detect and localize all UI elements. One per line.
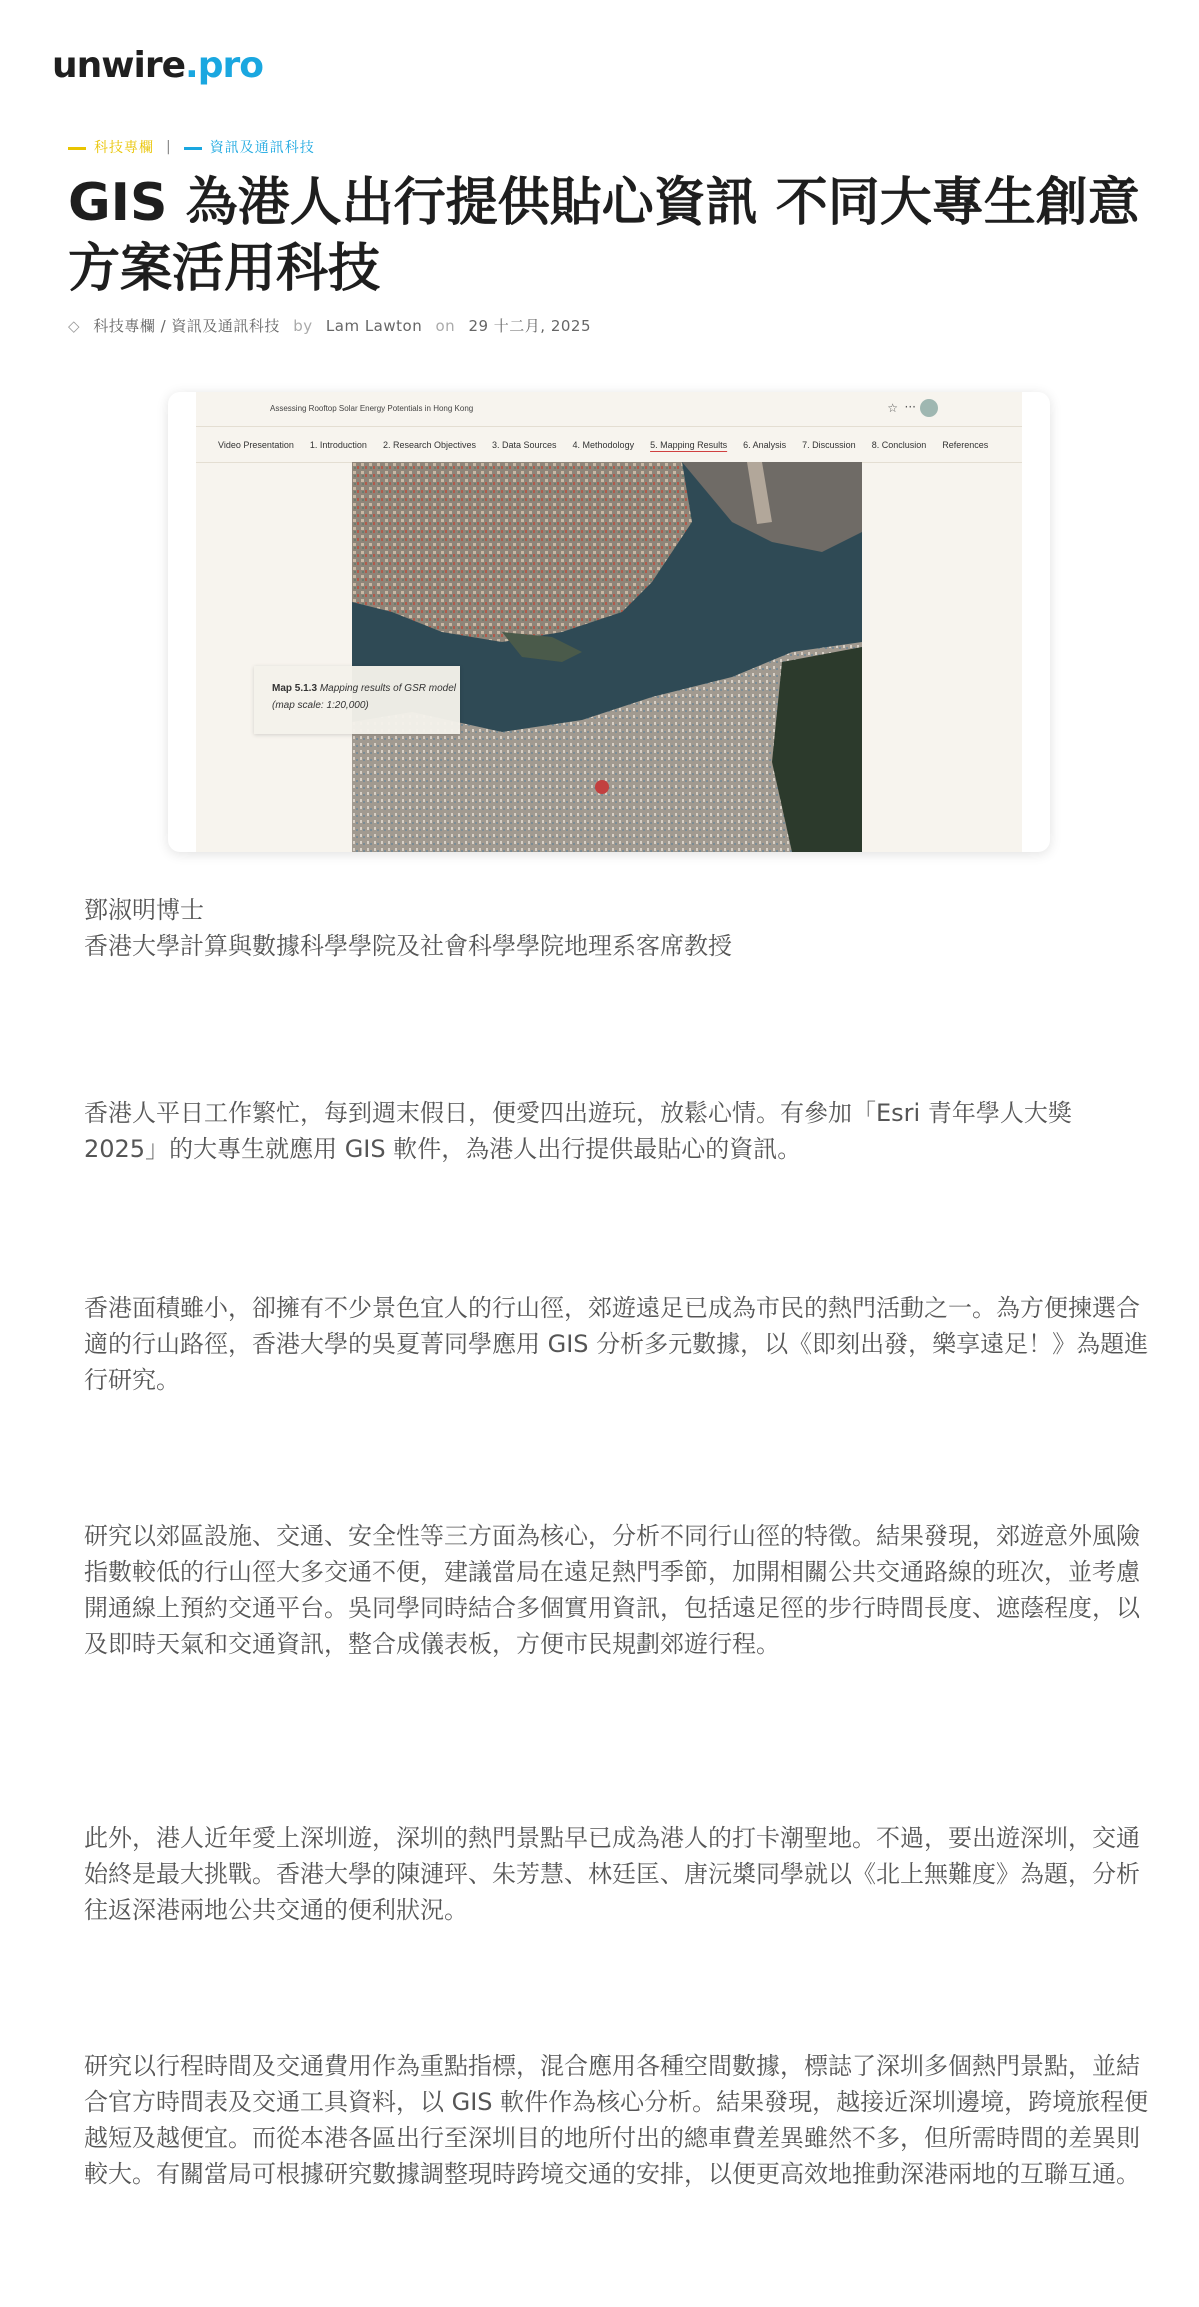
screenshot-header <box>196 392 1022 427</box>
article-meta <box>68 315 591 336</box>
screenshot-tab-8: 8. Conclusion <box>871 439 927 450</box>
meta-author-link[interactable]: Lam Lawton <box>325 317 423 335</box>
category-line-icon <box>184 147 202 150</box>
category-links <box>68 137 315 157</box>
screenshot-tab-7: 7. Discussion <box>802 439 856 450</box>
paragraph-5: 研究以行程時間及交通費用作為重點指標，混合應用各種空間數據，標誌了深圳多個熱門景點，並結合官方時間表及交通工具資料，以 GIS 軟件作為核心分析。結果發現，越接近深圳邊境，跨境旅程便越短及越便宜。而從本港各區出行至深圳目的地所付出的總車費差異雖然不多，但所需時間的差異則較大。有關當局可根據研究數據調整現時跨境交通的安排，以便更高效地推動深港兩地的互聯互通。 <box>84 2052 1149 2188</box>
screenshot-tab-3: 3. Data Sources <box>491 439 557 450</box>
screenshot-tab-2: 2. Research Objectives <box>382 439 476 450</box>
paragraph-2: 香港面積雖小，卻擁有不少景色宜人的行山徑，郊遊遠足已成為市民的熱門活動之一。為方便揀選合適的行山路徑，香港大學的吳夏菁同學應用 GIS 分析多元數據，以《即刻出發，樂享遠足！》為題進行研究。 <box>84 1294 1149 1394</box>
screenshot-tab-nav <box>196 427 1022 463</box>
more-icon: ··· <box>904 400 916 414</box>
site-logo[interactable]: unwire.pro <box>52 45 263 86</box>
screenshot-page-title: Assessing Rooftop Solar Energy Potentials in Hong Kong <box>270 404 474 413</box>
screenshot-tab-5: 5. Mapping Results <box>650 439 728 450</box>
category-link-tech-column[interactable]: 科技專欄 <box>68 137 154 157</box>
map-caption: Map 5.1.3 Mapping results of GSR model (map scale: 1:20,000) <box>254 666 460 734</box>
screenshot-tab-6: 6. Analysis <box>743 439 787 450</box>
category-separator: | <box>166 139 172 155</box>
paragraph-1: 香港人平日工作繁忙，每到週末假日，便愛四出遊玩，放鬆心情。有參加「Esri 青年學人大獎 2025」的大專生就應用 GIS 軟件，為港人出行提供最貼心的資訊。 <box>84 1099 1072 1163</box>
author-role: 香港大學計算與數據科學學院及社會科學學院地理系客席教授 <box>84 932 732 960</box>
category-link-ict[interactable]: 資訊及通訊科技 <box>184 137 315 157</box>
satellite-map-image <box>352 462 862 852</box>
diamond-icon: ◇ <box>68 317 81 335</box>
meta-date: 29 十二月, 2025 <box>468 317 592 335</box>
embedded-screenshot <box>196 392 1022 852</box>
map-svg <box>352 462 862 852</box>
screenshot-tab-9: References <box>942 439 989 450</box>
meta-on-label: on <box>435 317 456 335</box>
meta-by-label: by <box>293 317 313 335</box>
article-figure <box>168 392 1050 852</box>
paragraph-4: 此外，港人近年愛上深圳遊，深圳的熱門景點早已成為港人的打卡潮聖地。不過，要出遊深圳，交通始終是最大挑戰。香港大學的陳漣玶、朱芳慧、林廷匡、唐沅槳同學就以《北上無難度》為題，分析往返深港兩地公共交通的便利狀況。 <box>84 1824 1140 1924</box>
category-line-icon <box>68 147 86 150</box>
avatar-icon <box>920 399 938 417</box>
screenshot-tab-4: 4. Methodology <box>572 439 635 450</box>
paragraph-3: 研究以郊區設施、交通、安全性等三方面為核心，分析不同行山徑的特徵。結果發現，郊遊意外風險指數較低的行山徑大多交通不便，建議當局在遠足熱門季節，加開相關公共交通路線的班次，並考慮開通線上預約交通平台。吳同學同時結合多個實用資訊，包括遠足徑的步行時間長度、遮蔭程度，以及即時天氣和交通資訊，整合成儀表板，方便市民規劃郊遊行程。 <box>84 1522 1140 1658</box>
meta-category-link[interactable]: 科技專欄 / 資訊及通訊科技 <box>93 317 280 335</box>
star-icon: ☆ <box>887 401 898 415</box>
author-name: 鄧淑明博士 <box>84 896 204 924</box>
screenshot-tab-1: 1. Introduction <box>309 439 367 450</box>
screenshot-tab-0: Video Presentation <box>218 439 294 450</box>
article-title: GIS 為港人出行提供貼心資訊 不同大專生創意方案活用科技 <box>68 173 1140 299</box>
